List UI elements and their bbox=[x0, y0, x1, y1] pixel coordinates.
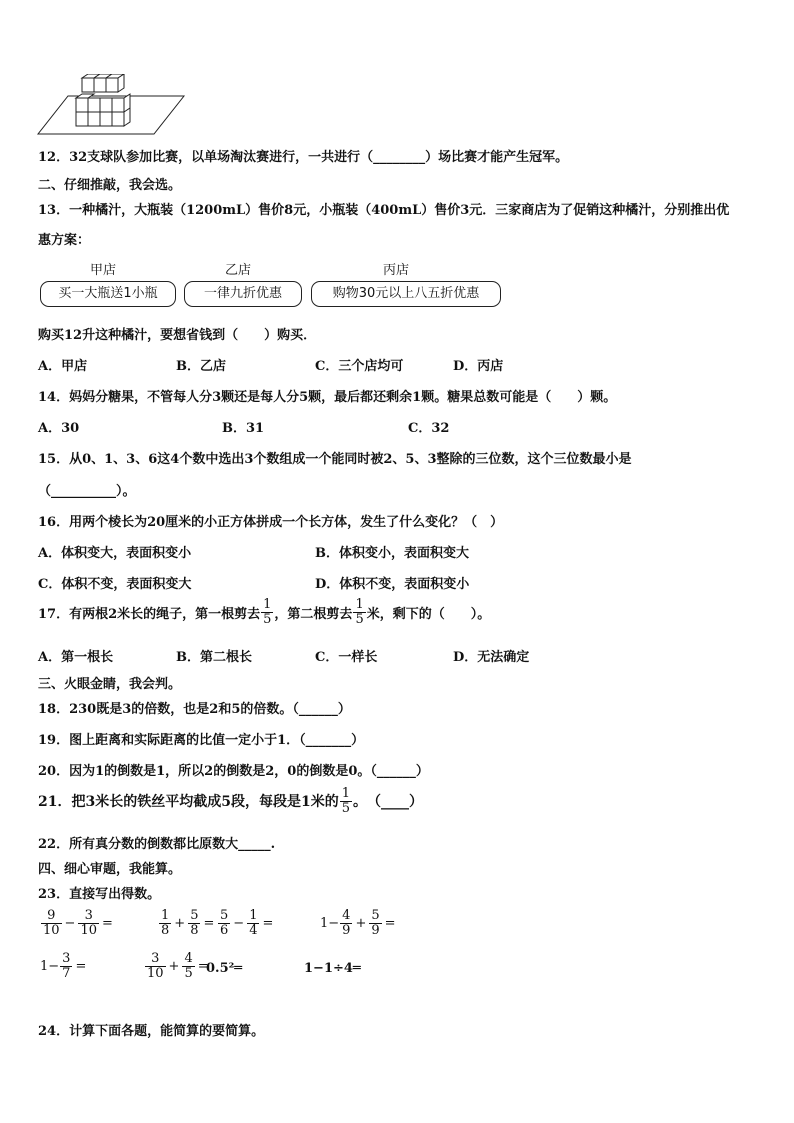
question-23-title: 23．直接写出得数。 bbox=[38, 887, 161, 902]
operator: + bbox=[168, 958, 180, 974]
option-14-a: A．30 bbox=[38, 421, 80, 436]
question-17-part3: 米，剩下的（ ）。 bbox=[366, 606, 491, 622]
shop-name-jia: 甲店 bbox=[90, 263, 117, 278]
shop-name-yi: 乙店 bbox=[225, 263, 252, 278]
prefix: 1− bbox=[40, 958, 60, 974]
frac-a: $\frac{3}{10}$ bbox=[147, 951, 164, 981]
operator: − bbox=[64, 915, 76, 931]
question-13-line1: 13．一种橘汁，大瓶装（1200mL）售价8元，小瓶装（400mL）售价3元．三家商店为了促销这种橘汁，分别推出优 bbox=[38, 203, 730, 218]
shop-name-bing: 丙店 bbox=[383, 263, 410, 278]
question-20: 20．因为1的倒数是1，所以2的倒数是2，0的倒数是0。（______） bbox=[38, 764, 429, 779]
question-21 bbox=[38, 787, 423, 815]
frac-b: $\frac{4}{5}$ bbox=[184, 951, 193, 981]
question-24: 24．计算下面各题，能简算的要简算。 bbox=[38, 1024, 265, 1039]
frac-b: $\frac{5}{8}$ bbox=[190, 908, 199, 938]
fraction-one-fifth-3: $\frac{1}{5}$ bbox=[341, 786, 350, 816]
option-14-b: B．31 bbox=[222, 421, 265, 436]
option-16-b: B．体积变小，表面积变大 bbox=[315, 546, 469, 561]
question-15-line1: 15．从0、1、3、6这4个数中选出3个数组成一个能同时被2、5、3整除的三位数，这个三位数最小是 bbox=[38, 452, 632, 467]
section-3-heading: 三、火眼金睛，我会判。 bbox=[38, 677, 182, 692]
option-13-d: D．丙店 bbox=[453, 359, 504, 374]
expression-5 bbox=[40, 952, 88, 980]
question-22: 22．所有真分数的倒数都比原数大_____. bbox=[38, 837, 276, 852]
cube-figure bbox=[36, 74, 186, 136]
expression-4 bbox=[320, 909, 398, 937]
frac-a: $\frac{9}{10}$ bbox=[43, 908, 60, 938]
question-17-part2: ，第二根剪去 bbox=[274, 606, 353, 622]
expression-2 bbox=[158, 909, 216, 937]
frac-a: $\frac{3}{7}$ bbox=[62, 951, 71, 981]
option-14-c: C．32 bbox=[408, 421, 450, 436]
offer-box-yi: 一律九折优惠 bbox=[184, 281, 302, 307]
equals: = bbox=[197, 958, 209, 974]
question-17 bbox=[38, 598, 490, 626]
question-19: 19．图上距离和实际距离的比值一定小于1．（_______） bbox=[38, 733, 365, 748]
equals: = bbox=[102, 915, 113, 931]
operator: − bbox=[233, 915, 245, 931]
question-16: 16．用两个棱长为20厘米的小正方体拼成一个长方体，发生了什么变化？（ ） bbox=[38, 515, 504, 530]
frac-b: $\frac{3}{10}$ bbox=[80, 908, 97, 938]
expression-8: 1−1÷4═ bbox=[304, 961, 361, 976]
option-16-a: A．体积变大，表面积变小 bbox=[38, 546, 192, 561]
expression-7: 0.5²═ bbox=[206, 961, 243, 976]
option-16-d: D．体积不变，表面积变小 bbox=[315, 577, 470, 592]
option-13-a: A．甲店 bbox=[38, 359, 88, 374]
section-2-heading: 二、仔细推敲，我会选。 bbox=[38, 178, 182, 193]
equals: = bbox=[262, 915, 274, 931]
question-21-part1: 21．把3米长的铁丝平均截成5段，每段是1米的 bbox=[38, 794, 339, 811]
question-15-line2: （__________）。 bbox=[38, 484, 136, 499]
frac-a: $\frac{4}{9}$ bbox=[342, 908, 351, 938]
option-17-c: C．一样长 bbox=[315, 650, 378, 665]
question-21-part2: 。 （____） bbox=[353, 794, 423, 811]
question-17-part1: 17．有两根2米长的绳子，第一根剪去 bbox=[38, 606, 261, 622]
prefix: 1− bbox=[320, 915, 340, 931]
expression-1 bbox=[40, 909, 115, 937]
fraction-one-fifth-2: $\frac{1}{5}$ bbox=[355, 597, 364, 627]
operator: + bbox=[355, 915, 367, 931]
operator: + bbox=[174, 915, 186, 931]
question-13-line2: 惠方案： bbox=[38, 233, 91, 248]
question-13-prompt: 购买12升这种橘汁，要想省钱到（ ）购买． bbox=[38, 328, 317, 343]
offer-box-bing: 购物30元以上八五折优惠 bbox=[311, 281, 501, 307]
option-13-b: B．乙店 bbox=[176, 359, 226, 374]
offer-box-jia: 买一大瓶送1小瓶 bbox=[40, 281, 176, 307]
equals: = bbox=[75, 958, 87, 974]
option-17-b: B．第二根长 bbox=[176, 650, 252, 665]
frac-a: $\frac{1}{8}$ bbox=[161, 908, 170, 938]
question-14: 14．妈妈分糖果，不管每人分3颗还是每人分5颗，最后都还剩余1颗。糖果总数可能是（ ）颗。 bbox=[38, 390, 617, 405]
option-13-c: C．三个店均可 bbox=[315, 359, 404, 374]
option-16-c: C．体积不变，表面积变大 bbox=[38, 577, 192, 592]
option-17-d: D．无法确定 bbox=[453, 650, 530, 665]
equals: = bbox=[384, 915, 396, 931]
frac-a: $\frac{5}{6}$ bbox=[220, 908, 229, 938]
equals: = bbox=[203, 915, 215, 931]
expression-3 bbox=[217, 909, 275, 937]
expression-6 bbox=[144, 952, 211, 980]
section-4-heading: 四、细心审题，我能算。 bbox=[38, 862, 182, 877]
frac-b: $\frac{5}{9}$ bbox=[371, 908, 380, 938]
question-12: 12．32支球队参加比赛，以单场淘汰赛进行，一共进行（________）场比赛才能产生冠军。 bbox=[38, 150, 569, 165]
frac-b: $\frac{1}{4}$ bbox=[249, 908, 258, 938]
question-18: 18．230既是3的倍数，也是2和5的倍数。（______） bbox=[38, 702, 351, 717]
fraction-one-fifth: $\frac{1}{5}$ bbox=[263, 597, 272, 627]
option-17-a: A．第一根长 bbox=[38, 650, 114, 665]
